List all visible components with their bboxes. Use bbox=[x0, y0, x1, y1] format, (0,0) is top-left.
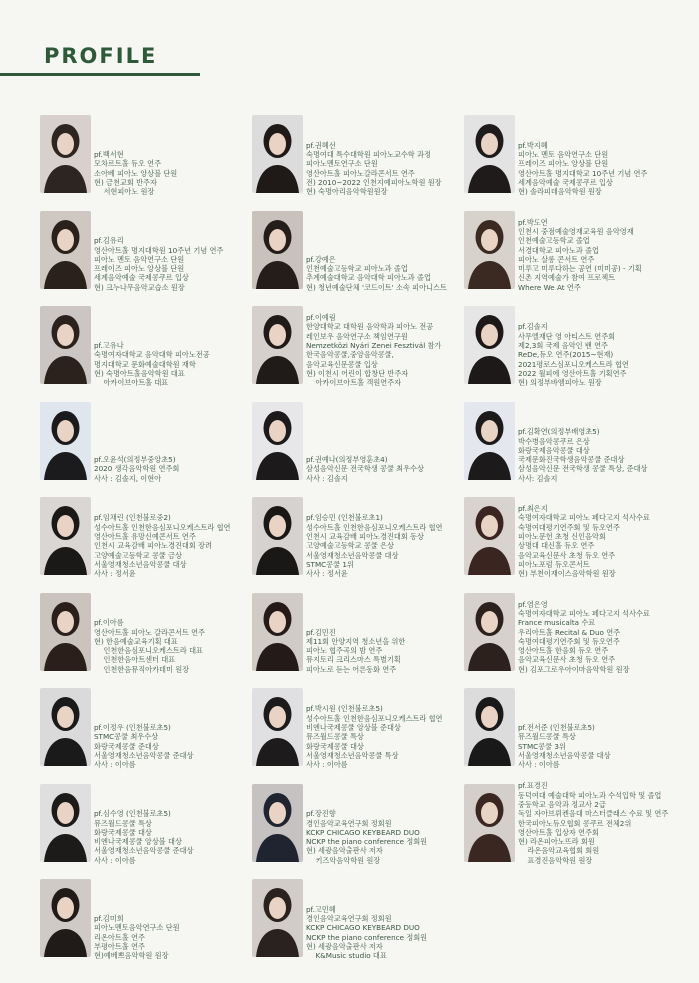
portrait-silhouette-icon bbox=[464, 115, 515, 193]
profile-name: pf.염은영 bbox=[518, 599, 548, 609]
page-header bbox=[0, 0, 699, 80]
profile-bio bbox=[518, 141, 672, 197]
profile-name: pf.이아름 bbox=[94, 618, 124, 628]
profile-bio-line: 제11회 안양지역 청소년을 위한 bbox=[306, 636, 406, 646]
profile-name: pf.김미희 bbox=[94, 914, 124, 924]
profile-bio-line: 현) 숙명아리음악학원원장 bbox=[306, 187, 388, 197]
profile-name: pf.전서준 (인천불로초5) bbox=[518, 723, 595, 733]
profile-name: pf.권혜선 bbox=[306, 140, 336, 150]
profile-bio-line: 인천예술고등학교 피아노과 졸업 bbox=[306, 264, 408, 274]
profile-bio-line: 부평아트홀 연주 bbox=[94, 941, 145, 951]
profile-card bbox=[40, 115, 248, 211]
profile-bio-line: 뮤지토리 크리스마스 특별기획 bbox=[306, 655, 401, 665]
profile-photo bbox=[40, 784, 91, 862]
profile-bio-line: 현) 금천교회 반주자 bbox=[94, 177, 157, 187]
profile-bio bbox=[94, 455, 248, 483]
profile-bio bbox=[518, 322, 672, 387]
profile-photo bbox=[40, 306, 91, 384]
profile-bio-line: 서울영재청소년음악콩쿨 준대상 bbox=[94, 846, 194, 856]
profile-name: pf.김유리 bbox=[94, 236, 124, 246]
profile-bio-line: 영산아트홀 피아노 갈라콘서트 연주 bbox=[94, 627, 206, 637]
title-underline bbox=[0, 73, 200, 76]
profile-photo bbox=[464, 497, 515, 575]
profile-name: pf.김확연(의정부배영초5) bbox=[518, 427, 600, 437]
profile-bio-line: 프레이즈 피아노 앙상블 단원 bbox=[518, 159, 609, 169]
profile-bio-line: 미루고 미루다하는 공연 (미미공) - 기획 bbox=[518, 264, 642, 274]
profile-card bbox=[40, 784, 248, 880]
profile-bio-line: 사사: 김솔지 bbox=[518, 473, 558, 483]
profile-name: pf.오윤석(의정부중앙초5) bbox=[94, 455, 176, 465]
profile-card bbox=[252, 879, 460, 975]
profile-bio-line: 제2,3회 국제 음악인 밴 연주 bbox=[518, 341, 609, 351]
profile-card bbox=[252, 115, 460, 211]
profile-bio-line: 삼성음악신문 전국학생 콩쿨 특상, 준대상 bbox=[518, 464, 648, 474]
portrait-silhouette-icon bbox=[40, 593, 91, 671]
profile-photo bbox=[40, 688, 91, 766]
profile-bio-line: 인천한음심포니오케스트라 대표 bbox=[94, 646, 203, 656]
profile-bio-line: 아카이브아트홀 대표 bbox=[94, 378, 169, 388]
profile-bio-line: 서울영재청소년음악콩쿨 대상 bbox=[94, 559, 187, 569]
profile-card bbox=[252, 593, 460, 689]
portrait-silhouette-icon bbox=[464, 497, 515, 575]
profile-bio-line: 한양대학교 대학원 음악학과 피아노 전공 bbox=[306, 322, 434, 332]
profile-bio-line: 소아베 피아노 앙상블 단원 bbox=[94, 168, 178, 178]
profile-card bbox=[40, 688, 248, 784]
profile-bio-line: 현) 숙명아트홀음악학원 대표 bbox=[94, 368, 185, 378]
profile-photo bbox=[252, 688, 303, 766]
profile-bio bbox=[94, 723, 248, 769]
profile-bio-line: 영산아트홀 한음회 듀오 연주 bbox=[518, 646, 609, 656]
profile-bio-line: 피아노 협주곡의 밤 연주 bbox=[306, 646, 383, 656]
profile-bio-line: KCKP CHICAGO KEYBEARD DUO bbox=[306, 923, 420, 933]
profile-bio-line: 우리아트홀 Recital & Duo 연주 bbox=[518, 627, 621, 637]
profile-card bbox=[464, 497, 672, 593]
profile-photo bbox=[252, 306, 303, 384]
profile-bio bbox=[518, 504, 672, 578]
profile-bio-line: 경인음악교육연구회 정회원 bbox=[306, 914, 392, 924]
profile-bio-line: 현) 세광음악출판사 저자 bbox=[306, 846, 383, 856]
profile-bio bbox=[94, 513, 248, 578]
profile-bio-line: 현) 청년예술단체 '코드이트' 소속 피아니스트 bbox=[306, 282, 447, 292]
profile-photo bbox=[464, 211, 515, 289]
profile-bio-line: 인천시 교육감배 피아노경진대회 동상 bbox=[306, 532, 424, 542]
profile-bio-line: Nemzetközi Nyári Zenei Fesztivál 참가 bbox=[306, 341, 442, 351]
profile-card bbox=[464, 211, 672, 307]
profile-bio-line: 세계음악예술 국제콩쿠르 입상 bbox=[518, 177, 613, 187]
profile-photo bbox=[464, 593, 515, 671]
profile-photo bbox=[252, 115, 303, 193]
profile-name: pf.박시원 (인천불로초5) bbox=[306, 704, 383, 714]
profile-card bbox=[252, 784, 460, 880]
profile-bio-line: 인천시 교육감배 피아노경진대회 장려 bbox=[94, 541, 212, 551]
profile-bio-line: 뮤즈월드콩쿨 특상 bbox=[518, 732, 576, 742]
profile-card bbox=[252, 211, 460, 307]
portrait-silhouette-icon bbox=[40, 688, 91, 766]
portrait-silhouette-icon bbox=[252, 306, 303, 384]
profile-card bbox=[40, 211, 248, 307]
profile-bio bbox=[518, 427, 672, 483]
profile-bio-line: 국제문화진국학생음악콩쿨 준대상 bbox=[518, 455, 625, 465]
profile-bio bbox=[306, 704, 460, 769]
profile-card bbox=[252, 402, 460, 498]
profile-bio-line: 2021평로스심포니오케스트라 협연 bbox=[518, 359, 629, 369]
profile-card bbox=[464, 688, 672, 784]
profile-photo bbox=[464, 402, 515, 480]
profile-name: pf.강예은 bbox=[306, 254, 336, 264]
profile-bio-line: 레인보우 음악연구소 책임연구원 bbox=[306, 331, 408, 341]
profile-bio-line: 키즈악음악학원 원장 bbox=[306, 855, 381, 865]
profile-name: pf.이정우 (인천불로초5) bbox=[94, 723, 171, 733]
profile-bio-line: ReDe,듀오 연주(2015~현재) bbox=[518, 350, 614, 360]
profile-bio-line: 2022 월피에 영산아트홀 기획연주 bbox=[518, 368, 627, 378]
profile-bio-line: 숙명여자대학교 피아노 페다고지 석사수료 bbox=[518, 513, 650, 523]
profile-bio-line: 화랑국제음악콩쿨 대상 bbox=[518, 445, 590, 455]
profile-bio bbox=[518, 600, 672, 674]
profile-bio-line: 뮤즈월드콩쿨 특상 bbox=[306, 732, 364, 742]
profile-bio-line: 인천시 중점예술영재교육원 음악영재 bbox=[518, 226, 634, 236]
profile-bio-line: 서울영재청소년음악콩쿨 준대상 bbox=[94, 750, 194, 760]
profile-name: pf.고유나 bbox=[94, 341, 124, 351]
profile-card bbox=[464, 115, 672, 211]
profile-bio-line: 영산아트홀 명지대학교 10주년 기념 연주 bbox=[518, 168, 648, 178]
profile-bio-line: 추계예술대학교 음악대학 피아노과 졸업 bbox=[306, 273, 431, 283]
profile-bio-line: 영산아트홀 피아노갈라콘서트 연주 bbox=[306, 168, 415, 178]
profile-bio-line: 고양예술고등학교 콩쿨 은상 bbox=[306, 541, 394, 551]
profile-bio-line: 숙명여대평기연주회 및 듀오연주 bbox=[518, 636, 620, 646]
profile-bio-line: 사사 : 이아름 bbox=[94, 760, 136, 770]
profile-name: pf.임채린 (인천불로중2) bbox=[94, 513, 171, 523]
profile-bio-line: 음악교육신문콩쿨 입상 bbox=[306, 359, 378, 369]
profile-bio-line: 피아노포럼 듀오콘서트 bbox=[518, 559, 590, 569]
profile-photo bbox=[464, 306, 515, 384]
profile-name: pf.고민혜 bbox=[306, 904, 336, 914]
profile-bio-line: K&Music studio 대표 bbox=[306, 951, 387, 961]
profile-bio-line: 서울영재청소년음악콩쿨 대상 bbox=[518, 750, 611, 760]
profile-bio bbox=[94, 809, 248, 865]
profile-bio bbox=[518, 218, 672, 292]
profile-bio-line: 모차르트홀 듀오 연주 bbox=[94, 159, 162, 169]
profile-bio-line: 영산아트홀 유망신예콘서트 연주 bbox=[94, 532, 196, 542]
profile-name: pf.표경진 bbox=[518, 781, 548, 791]
profile-bio-line: 라온음악교육협회 회원 bbox=[518, 846, 600, 856]
profile-bio bbox=[306, 455, 460, 483]
profile-bio-line: 피아노멘토연구소 단원 bbox=[306, 159, 378, 169]
profile-bio-line: 화랑국제콩쿨 대상 bbox=[94, 827, 152, 837]
profile-bio-line: 한국피아노듀오협회 콩쿠르 전체2위 bbox=[518, 818, 632, 828]
profile-photo bbox=[252, 784, 303, 862]
profile-photo bbox=[252, 211, 303, 289]
profile-bio-line: 현) 의정부바엠피아노 원장 bbox=[518, 378, 602, 388]
portrait-silhouette-icon bbox=[464, 211, 515, 289]
profile-bio bbox=[306, 141, 460, 197]
profile-bio-line: 삼성음악신문 전국학생 콩쿨 최우수상 bbox=[306, 464, 424, 474]
profile-bio-line: 사무엘재단 영 아티스트 연주회 bbox=[518, 331, 616, 341]
profile-bio-line: 리온아트홀 연주 bbox=[94, 932, 145, 942]
profile-bio-line: 사사 : 정서윤 bbox=[94, 569, 136, 579]
profile-name: pf.백서현 bbox=[94, 150, 124, 160]
profile-bio-line: 사사 : 이아름 bbox=[518, 760, 560, 770]
profile-name: pf.심수영 (인천불로초5) bbox=[94, 809, 171, 819]
profile-bio-line: 전) 2010~2022 인천지예피아노학원 원장 bbox=[306, 177, 442, 187]
profile-bio-line: 사사 : 김솔지 bbox=[306, 473, 348, 483]
portrait-silhouette-icon bbox=[252, 211, 303, 289]
profile-bio bbox=[518, 781, 672, 865]
profile-card bbox=[40, 879, 248, 975]
profile-photo bbox=[252, 593, 303, 671]
profile-bio-line: 사사 : 정서윤 bbox=[306, 569, 348, 579]
profile-card bbox=[252, 306, 460, 402]
profile-bio-line: 음악교육신문사 초청 듀오 연주 bbox=[518, 655, 616, 665]
portrait-silhouette-icon bbox=[252, 115, 303, 193]
portrait-silhouette-icon bbox=[464, 402, 515, 480]
profile-name: pf.박지혜 bbox=[518, 140, 548, 150]
profile-card bbox=[464, 306, 672, 402]
portrait-silhouette-icon bbox=[40, 497, 91, 575]
profile-bio-line: 명지대학교 문화예술대학원 재학 bbox=[94, 359, 196, 369]
profile-bio-line: 상명대 대신홀 듀오 연주 bbox=[518, 541, 595, 551]
profile-photo bbox=[252, 497, 303, 575]
profile-bio bbox=[94, 914, 248, 960]
profile-bio-line: 세계음악예술 국제콩쿠르 입상 bbox=[94, 273, 189, 283]
portrait-silhouette-icon bbox=[40, 115, 91, 193]
profile-bio-line: 현) 김포그로우아이마음악학원 원장 bbox=[518, 664, 630, 674]
profile-name: pf.최은지 bbox=[518, 504, 548, 514]
profile-bio-line: 인천한음아트센터 대표 bbox=[94, 655, 176, 665]
profile-name: pf.장진향 bbox=[306, 809, 336, 819]
profile-card bbox=[252, 688, 460, 784]
profile-bio-line: STMC콩쿨 1위 bbox=[306, 559, 354, 569]
profile-bio-line: 성수아트홀 인천한음심포니오케스트라 협연 bbox=[94, 522, 231, 532]
profile-bio-line: NCKP the piano conference 정회원 bbox=[306, 837, 428, 847]
profile-bio-line: 현) 부천이재이스음악학원 원장 bbox=[518, 569, 616, 579]
portrait-silhouette-icon bbox=[40, 211, 91, 289]
profile-bio bbox=[306, 313, 460, 387]
profile-bio-line: 박수병음악콩쿠르 은상 bbox=[518, 436, 590, 446]
profile-card bbox=[464, 402, 672, 498]
profile-photo bbox=[464, 688, 515, 766]
profile-photo bbox=[464, 784, 515, 862]
profile-photo bbox=[252, 879, 303, 957]
profile-bio-line: 신촌 지역예술가 참여 프로젝트 bbox=[518, 273, 616, 283]
profile-bio-line: 숙명여자대학교 피아노 페다고지 석사수료 bbox=[518, 608, 650, 618]
portrait-silhouette-icon bbox=[40, 306, 91, 384]
profile-bio-line: 현) 크누나무음악교습소 원장 bbox=[94, 282, 185, 292]
profile-bio-line: France musicalta 수료 bbox=[518, 618, 596, 628]
profile-bio bbox=[94, 341, 248, 387]
profile-bio-line: 프레이즈 피아노 앙상블 단원 bbox=[94, 264, 185, 274]
profile-photo bbox=[40, 211, 91, 289]
profile-bio-line: 독일 자아브뤼켄음대 마스터클래스 수료 및 연주 bbox=[518, 809, 669, 819]
profile-bio-line: NCKP the piano conference 정회원 bbox=[306, 932, 428, 942]
profile-bio-line: Where We At 연주 bbox=[518, 282, 581, 292]
portrait-silhouette-icon bbox=[252, 688, 303, 766]
profile-card bbox=[40, 497, 248, 593]
profile-card bbox=[40, 402, 248, 498]
profile-bio-line: 피아노 살롱 콘서트 연주 bbox=[518, 254, 595, 264]
profile-bio-line: 서울영재청소년음악콩쿨 대상 bbox=[306, 550, 399, 560]
profile-bio-line: 비엔나국제콩쿨 앙상블 준대상 bbox=[306, 723, 401, 733]
portrait-silhouette-icon bbox=[40, 879, 91, 957]
profile-bio-line: 서현피아노 원장 bbox=[94, 187, 155, 197]
portrait-silhouette-icon bbox=[252, 593, 303, 671]
profile-bio-line: 성수아트홀 인천한음심포니오케스트라 협연 bbox=[306, 713, 443, 723]
profile-photo bbox=[40, 497, 91, 575]
profile-bio-line: 현) 한음예술교육기획 대표 bbox=[94, 636, 178, 646]
profile-card bbox=[40, 306, 248, 402]
profile-bio-line: 한국음악콩쿨,중앙음악콩쿨, bbox=[306, 350, 394, 360]
profile-bio-line: STMC콩쿨 3위 bbox=[518, 741, 566, 751]
profile-bio-line: 현) 이천시 어린이 합창단 반주자 bbox=[306, 368, 409, 378]
profile-bio-line: 현) 세광음악출판사 저자 bbox=[306, 941, 383, 951]
profile-name: pf.이예림 bbox=[306, 313, 336, 323]
profile-bio-line: 뮤즈월드콩쿨 특상 bbox=[94, 818, 152, 828]
profile-bio-line: 현) 솔라피데음악학원 원장 bbox=[518, 187, 602, 197]
profile-bio-line: 비엔나국제콩쿨 앙상블 대상 bbox=[94, 837, 182, 847]
profile-name: pf.권예나(의정부영훈초4) bbox=[306, 455, 388, 465]
profile-bio bbox=[306, 513, 460, 578]
profile-bio-line: STMC콩쿨 최우수상 bbox=[94, 732, 159, 742]
profile-bio-line: 음악교육신문사 초청 듀오 연주 bbox=[518, 550, 616, 560]
profile-photo bbox=[464, 115, 515, 193]
profile-bio-line: 피아노로 듣는 어른동화 연주 bbox=[306, 664, 397, 674]
profile-bio-line: 사사 : 이아름 bbox=[306, 760, 348, 770]
profile-bio-line: 화랑국제콩쿨 준대상 bbox=[94, 741, 159, 751]
profile-bio-line: 피아노멘토음악연구소 단원 bbox=[94, 923, 180, 933]
profile-bio bbox=[94, 618, 248, 674]
profile-grid bbox=[40, 115, 680, 975]
profile-bio bbox=[518, 723, 672, 769]
profile-bio-line: 숙명여자대학교 음악대학 피아노전공 bbox=[94, 350, 210, 360]
profile-bio-line: 현)예베쁘음악학원 원장 bbox=[94, 951, 169, 961]
profile-bio-line: 인천예술고등학교 졸업 bbox=[518, 236, 590, 246]
profile-bio-line: 피아노문헌 초청 신인음악회 bbox=[518, 532, 606, 542]
profile-bio-line: 중등학교 음악과 정교사 2급 bbox=[518, 799, 606, 809]
profile-bio-line: 아카이브아트홀 객원연주자 bbox=[306, 378, 402, 388]
profile-bio bbox=[306, 905, 460, 961]
profile-photo bbox=[40, 115, 91, 193]
profile-bio bbox=[306, 628, 460, 674]
portrait-silhouette-icon bbox=[40, 402, 91, 480]
profile-bio-line: 서울영재청소년음악콩쿨 특상 bbox=[306, 750, 399, 760]
profile-bio-line: 동덕여대 예술대학 피아노과 수석입학 및 졸업 bbox=[518, 790, 662, 800]
profile-card bbox=[464, 781, 672, 880]
profile-bio-line: 사사 : 이아름 bbox=[94, 855, 136, 865]
profile-bio-line: 2020 생각음악학원 연주회 bbox=[94, 464, 180, 474]
profile-bio bbox=[306, 255, 460, 292]
portrait-silhouette-icon bbox=[464, 688, 515, 766]
profile-bio-line: 서경대학교 피아노과 졸업 bbox=[518, 245, 599, 255]
profile-bio-line: 고양예술고등학교 콩쿨 금상 bbox=[94, 550, 182, 560]
profile-bio bbox=[94, 150, 248, 196]
profile-bio-line: 피아노 멘토 음악연구소 단원 bbox=[94, 254, 185, 264]
profile-name: pf.박도연 bbox=[518, 217, 548, 227]
profile-name: pf.임승민 (인천불로초1) bbox=[306, 513, 383, 523]
profile-bio-line: 표경진음악학원 원장 bbox=[518, 855, 593, 865]
profile-bio-line: 현) 라온피아노뜨라 회원 bbox=[518, 837, 595, 847]
profile-card bbox=[464, 593, 672, 689]
profile-bio-line: 숙명여대 특수대학원 피아노교수학 과정 bbox=[306, 150, 431, 160]
profile-bio bbox=[94, 236, 248, 292]
portrait-silhouette-icon bbox=[464, 306, 515, 384]
profile-bio-line: 화랑국제콩쿨 대상 bbox=[306, 741, 364, 751]
profile-photo bbox=[40, 402, 91, 480]
profile-bio-line: KCKP CHICAGO KEYBEARD DUO bbox=[306, 827, 420, 837]
portrait-silhouette-icon bbox=[40, 784, 91, 862]
profile-card bbox=[40, 593, 248, 689]
profile-photo bbox=[252, 402, 303, 480]
portrait-silhouette-icon bbox=[464, 784, 515, 862]
profile-photo bbox=[40, 879, 91, 957]
profile-bio-line: 영산아트홀 입상자 연주회 bbox=[518, 827, 599, 837]
portrait-silhouette-icon bbox=[252, 497, 303, 575]
profile-bio-line: 피아노 멘토 음악연구소 단원 bbox=[518, 150, 609, 160]
profile-bio-line: 인천한음뮤직아카데미 원장 bbox=[94, 664, 190, 674]
profile-bio-line: 성수아트홀 인천한음심포니오케스트라 협연 bbox=[306, 522, 443, 532]
portrait-silhouette-icon bbox=[252, 402, 303, 480]
profile-name: pf.김솔지 bbox=[518, 322, 548, 332]
profile-photo bbox=[40, 593, 91, 671]
profile-bio-line: 경인음악교육연구회 정회원 bbox=[306, 818, 392, 828]
page-title: PROFILE bbox=[44, 44, 158, 68]
profile-name: pf.김민진 bbox=[306, 627, 336, 637]
profile-card bbox=[252, 497, 460, 593]
portrait-silhouette-icon bbox=[464, 593, 515, 671]
portrait-silhouette-icon bbox=[252, 784, 303, 862]
profile-bio-line: 숙명여대평기연주회 및 듀오연주 bbox=[518, 522, 620, 532]
profile-bio-line: 사사 : 김솔지, 이현아 bbox=[94, 473, 162, 483]
profile-bio-line: 영산아트홀 명지대학원 10주년 기념 연주 bbox=[94, 245, 224, 255]
portrait-silhouette-icon bbox=[252, 879, 303, 957]
profile-bio bbox=[306, 809, 460, 865]
